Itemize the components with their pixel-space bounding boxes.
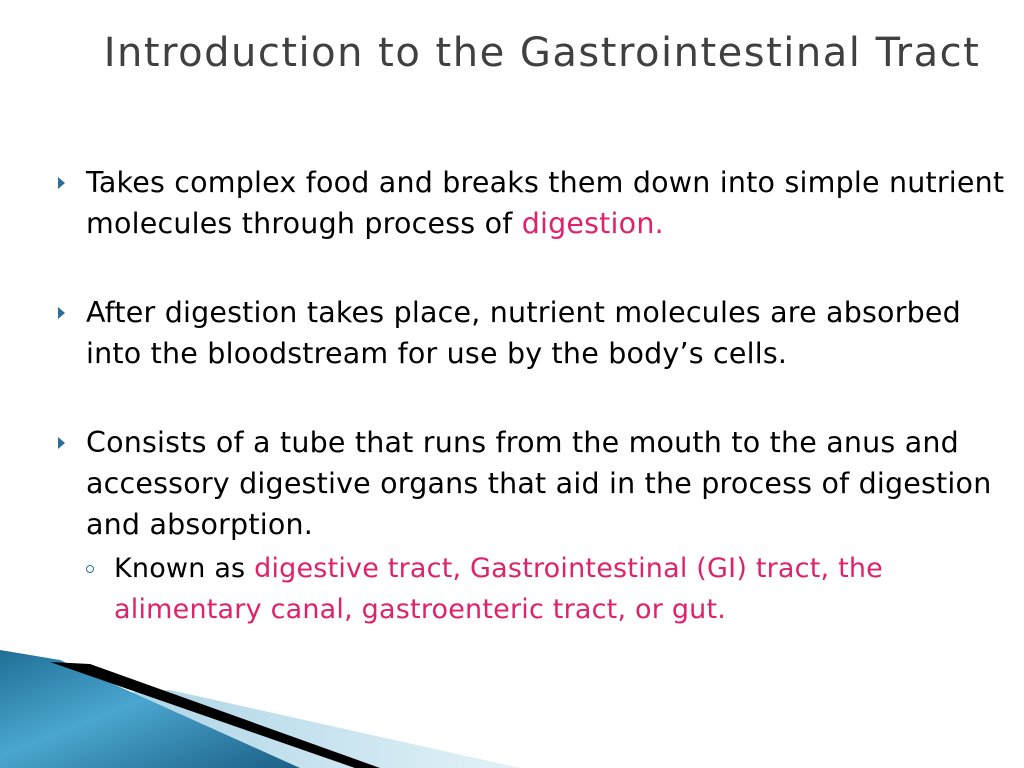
bullet-item-3: [52, 422, 1022, 630]
bullet-item-2: [52, 292, 1022, 374]
circle-bullet-icon: [86, 565, 94, 573]
sub-bullet-text: Known as: [114, 553, 255, 584]
bullet-highlight: digestion.: [521, 207, 664, 240]
bullet-text: Takes complex food and breaks them down into simple nutrient molecules through process of: [86, 166, 1005, 240]
bullet-text: After digestion takes place, nutrient molecules are absorbed into the bloodstream for use by the body’s cells.: [86, 296, 961, 370]
slide-title: Introduction to the Gastrointestinal Tract: [103, 30, 981, 76]
triangle-bullet-icon: [58, 307, 65, 319]
bullet-text: Consists of a tube that runs from the mouth to the anus and accessory digestive organs that aid in the process of digestion and absorption.: [86, 426, 992, 541]
bullet-list: [52, 162, 1022, 678]
bullet-item-1: [52, 162, 1022, 244]
triangle-bullet-icon: [58, 177, 65, 189]
triangle-bullet-icon: [58, 437, 65, 449]
sub-bullet-item: [86, 548, 1022, 630]
sub-bullet-highlight: digestive tract, Gastrointestinal (GI) tract, the alimentary canal, gastroenteric tract, or gut.: [114, 553, 883, 625]
